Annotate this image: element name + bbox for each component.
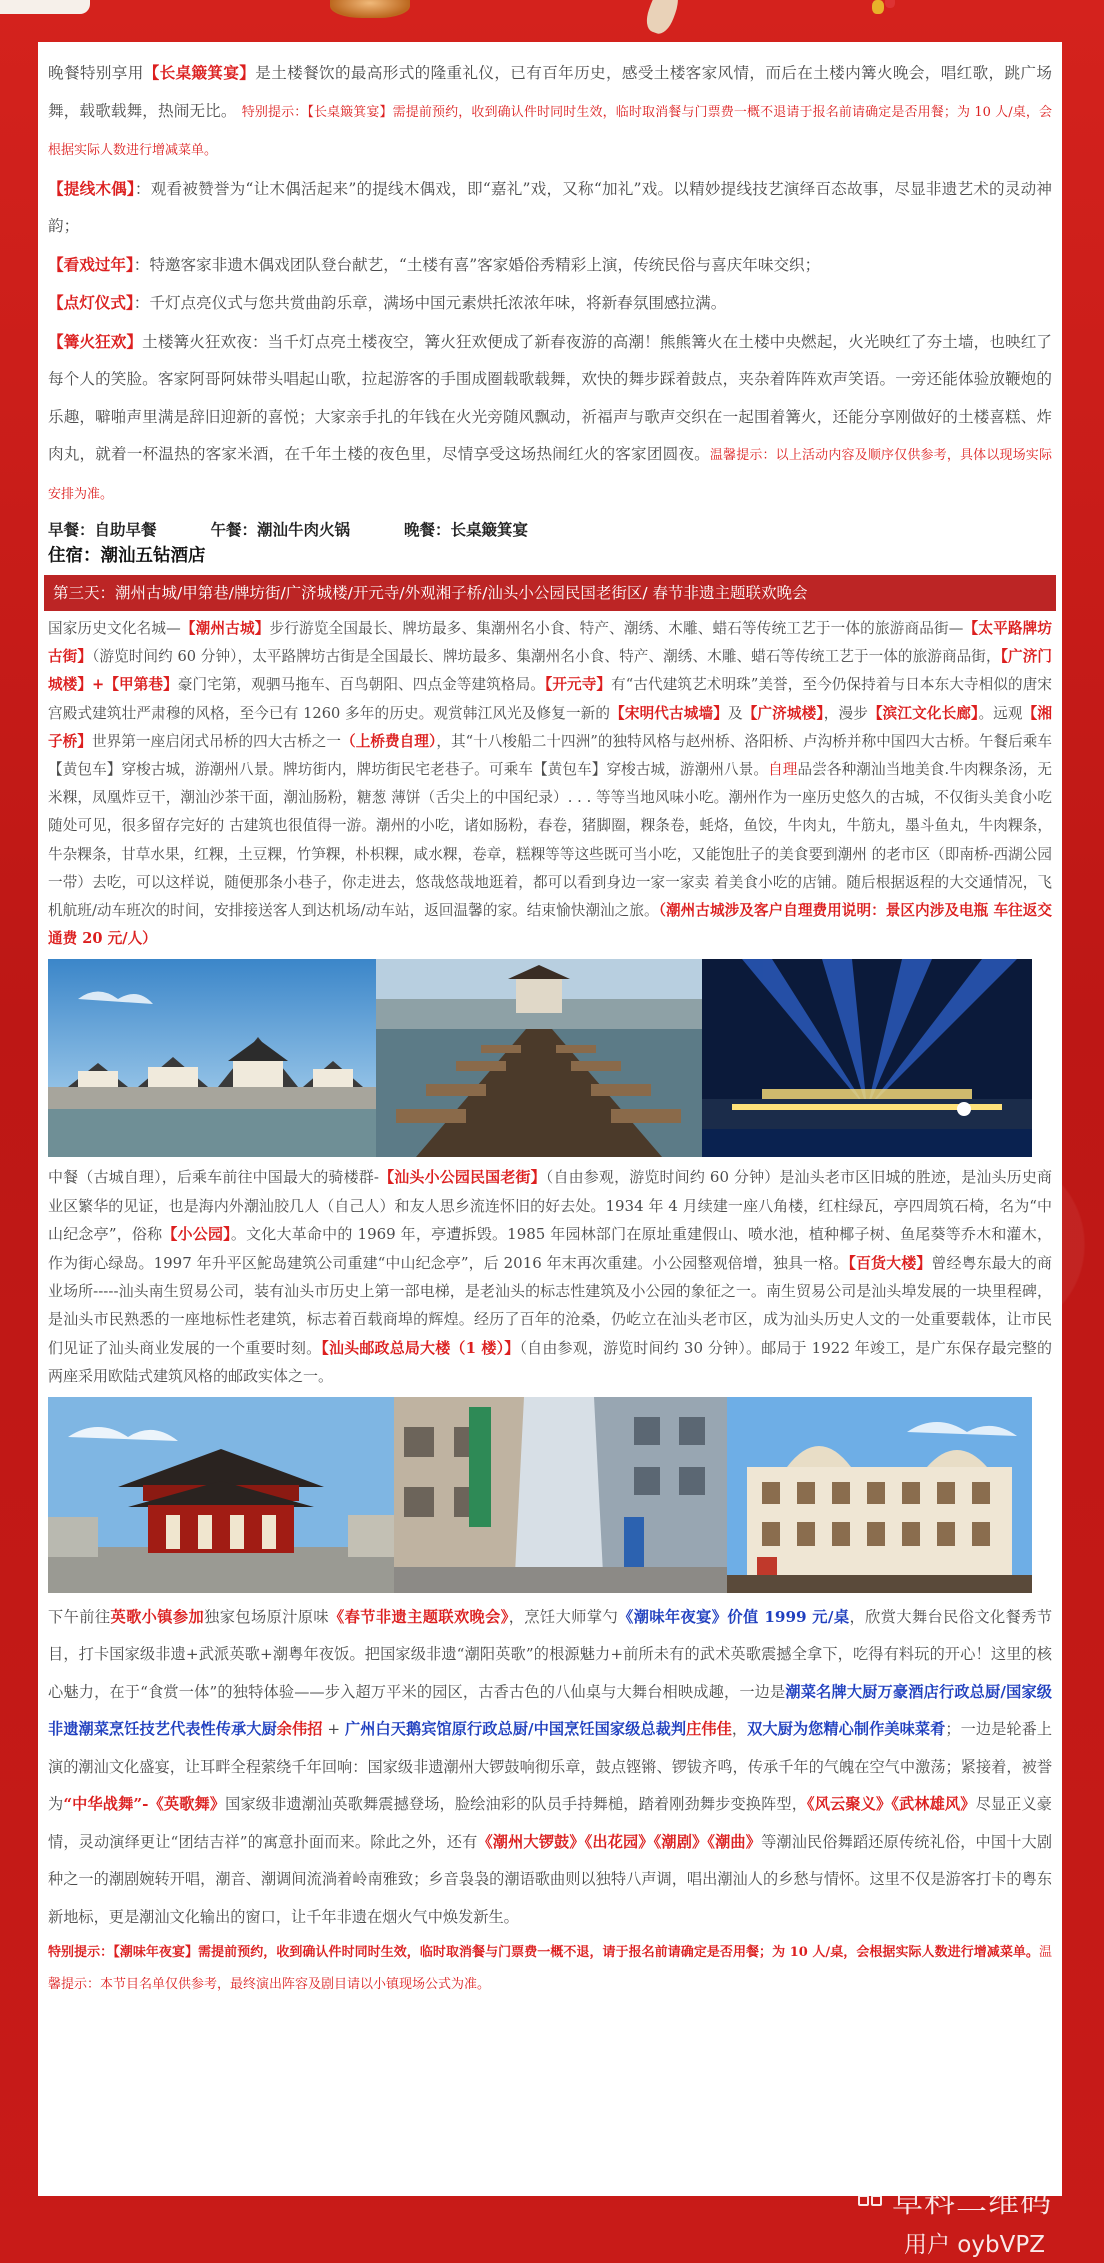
text: 等潮汕民俗舞蹈还原传统礼俗，中国十大剧种之一的潮剧婉转开唱，潮音、潮调间流淌着岭南雅致；乡音袅袅的潮语歌曲则以独特八声调，唱出潮汕人的乡愁与情怀。这里不仅是游客打卡的粤东新地标，更是潮汕文化输出的窗口，让千年非遗在烟火气中焕发新生。 [48,1832,1053,1926]
paragraph-longtable-banquet [48,54,1052,170]
highlight-tag: 【点灯仪式】 [48,293,134,312]
paragraph-bonfire [48,323,1052,514]
text: 及 [727,704,743,722]
highlight-tag: 【看戏过年】 [48,254,134,274]
text: ；一边是轮番上演的潮汕文化盛宴，让耳畔全程萦绕千年回响：国家级非遗潮州大锣鼓响彻乐章，鼓点铿锵、锣钹齐鸣，传承千年的气魄在空气中激荡；紧接着，被誉为 [48,1720,1053,1814]
text: ，其“十八梭船二十四洲”的独特风格与赵州桥、洛阳桥、卢沟桥并称中国四大古桥。午餐后乘车【黄包车】穿梭古城，游潮州八景。牌坊街内，牌坊街民宅老巷子。可乘车【黄包车】穿梭古城，游潮州八景。 [48,732,1052,779]
highlight-tag: 【宋明代古城墙】 [610,704,728,722]
text: 土楼篝火狂欢夜：当千灯点亮土楼夜空，篝火狂欢便成了新春夜游的高潮！熊熊篝火在土楼中央燃起，火光映红了夯土墙，也映红了每个人的笑脸。客家阿哥阿妹带头唱起山歌，拉起游客的手围成圈载歌载舞，欢快的舞步踩着鼓点，夹杂着阵阵欢声笑语。一旁还能体验放鞭炮的乐趣，噼啪声里满是辞旧迎新的喜悦；大家亲手扎的年钱在火光旁随风飘动，祈福声与歌声交织在一起围着篝火，还能分享刚做好的土楼喜糕、炸肉丸，就着一杯温热的客家米酒，在千年土楼的夜色里，尽情享受这场热闹红火的客家团圆夜。 [48,332,1052,463]
text: ，漫步 [823,704,868,722]
day3-header: 第三天：潮州古城/甲第巷/牌坊街/广济城楼/开元寺/外观湘子桥/汕头小公园民国老街区/ 春节非遗主题联欢晚会 [44,575,1056,611]
paragraph-lamp [48,284,1052,323]
dinner-label: 晚餐：长桌簸箕宴 [404,521,529,539]
photo-row-shantou [48,1397,1052,1593]
paragraph-gala [48,1599,1052,1937]
highlight-tag: 【开元寺】 [544,676,612,694]
chef-title: 潮菜名牌大厨万豪酒店行政总厨/国家级非遗潮菜烹饪技艺代表性传承大厨 [48,1682,1052,1739]
photo-guangji-bridge [48,959,376,1157]
header-tab [0,0,90,14]
text: 独家包场原汁原味 [204,1607,330,1626]
text: 国家级非遗潮汕英歌舞震撼登场，脸绘油彩的队员手持舞槌，踏着刚劲舞步变换阵型， [225,1795,808,1814]
lantern-icon [872,0,884,14]
highlight-tag: 【湘子桥】 [48,704,1052,750]
text: 曾经粤东最大的商业场所-----汕头南生贸易公司，装有汕头市历史上第一部电梯，是老汕头的标志性建筑及小公园的象征之一。南生贸易公司是汕头埠发展的一块里程碑，是汕头市民熟悉的一座地标性老建筑，标志着百载商埠的辉煌。经历了百年的沧桑，仍屹立在汕头老市区，成为汕头历史人文的一处重要载体，让市民们见证了汕头商业发展的一个重要时刻。 [48,1253,1052,1357]
photo-xiangzi-bridge [376,959,702,1157]
text: + [322,1720,345,1739]
text: 晚餐特别享用 [48,64,144,82]
text: （游览时间约 60 分钟），太平路牌坊古街是全国最长、牌坊最多、集潮州名小食、特产、潮绣、木雕、蜡石等传统工艺于一体的旅游商品街， [92,648,1001,666]
photo-arcade-street [394,1397,727,1593]
text: 豪门宅第，观驷马拖车、百鸟朝阳、四点金等建筑格局。 [177,676,545,694]
text: 是土楼餐饮的最高形式的隆重礼仪，已有百年历史，感受土楼客家风情，而后在土楼内篝火晚会，唱红歌，跳广场舞，载歌载舞，热闹无比。 [48,64,1052,120]
highlight-tag: 《潮州大锣鼓》《出花园》《潮剧》《潮曲》 [477,1832,762,1851]
watermark-text: 草料二维码 [892,2184,1052,2220]
chef-slogan: 双大厨为您精心制作美味菜肴 [747,1720,946,1739]
text: 世界第一座启闭式吊桥的四大古桥之一 [91,732,342,750]
highlight-tag: 【提线木偶】 [48,178,135,198]
highlight-tag: 【广济门城楼】+【甲第巷】 [48,648,1052,694]
flame-ornament [642,0,684,37]
photo-night-lights [702,959,1032,1157]
hotel-label: 住宿：潮汕五钻酒店 [48,546,206,566]
text: 。远观 [978,704,1023,722]
highlight-tag: （上桥费自理） [341,732,437,750]
photo-colonial-building [727,1397,1032,1593]
breakfast-label: 早餐：自助早餐 [48,521,157,539]
highlight-tag: 【百货大楼】 [848,1253,932,1272]
chef-title: 广州白天鹅宾馆原行政总厨/中国烹饪国家级总裁判 [345,1720,687,1739]
special-notice: 特别提示：【潮味年夜宴】需提前预约，收到确认件时同时生效，临时取消餐与门票费一概不退，请于报名前请确定是否用餐；为 10 人/桌，会根据实际人数进行增减菜单。 [48,1945,1039,1961]
highlight-tag: 《风云聚义》《武林雄风》 [807,1795,976,1814]
paragraph-day3 [48,615,1052,953]
text: 品尝各种潮汕当地美食.牛肉粿条汤，无米粿，凤凰炸豆干，潮汕沙茶干面，潮汕肠粉，糖葱 薄饼（舌尖上的中国纪录）. . . 等等当地风味小吃。潮州作为一座历史悠久的古城，不仅街头美食小吃随处可见，很多留存完好的 古建筑也很值得一游。潮州的小吃，诸如肠粉，春卷，猪脚圈，粿条卷，蚝烙，鱼饺，牛肉丸，牛筋丸，墨斗鱼丸，牛肉粿条， 牛杂粿条，甘草水果，红粿，土豆粿，竹笋粿，朴枳粿，咸水粿，卷章，糕粿等等这些既可当小吃，又能饱肚子的美食要到潮州 的老市区（即南桥-西湖公园一带）去吃，可以这样说，随便那条小巷子，你走进去，悠哉悠哉地逛着，都可以看到身边一家一家卖 着美食小吃的店铺。随后根据返程的大交通情况，飞机航班/动车班次的时间，安排接送客人到达机场/动车站，返回温馨的家。结束愉快潮汕之旅。 [48,761,1052,920]
highlight-tag: 【小公园】 [162,1225,231,1244]
text: 有“古代建筑艺术明珠”美誉，至今仍保持着与日本东大寺相似的唐宋宫殿式建筑壮严肃穆的风格，至今已有 1260 多年的历史。观赏韩江风光及修复一新的 [48,676,1052,722]
photo-row-chaozhou [48,959,1052,1157]
highlight-tag: 《潮味年夜宴》价值 1999 元/桌 [618,1607,850,1626]
paragraph-shantou [48,1163,1052,1390]
photo-pavilion [48,1397,394,1593]
chef-name: 庄伟佳 [686,1720,732,1739]
highlight-tag: 《春节非遗主题联欢晚会》 [329,1607,509,1626]
gold-ornament [330,0,410,18]
text: （自由参观，游览时间约 30 分钟）。邮局于 1922 年竣工，是广东保存最完整的两座采用欧陆式建筑风格的邮政实体之一。 [48,1338,1052,1386]
text: ：特邀客家非遗木偶戏团队登台献艺，“土楼有喜”客家婚俗秀精彩上演，传统民俗与喜庆年味交织； [133,255,821,274]
paragraph-puppet [48,170,1052,246]
warm-tip: 温馨提示：本节目名单仅供参考，最终演出阵容及剧目请以小镇现场公式为准。 [48,1945,1052,1993]
text: 下午前往 [48,1607,111,1626]
highlight-tag: 【潮州古城】 [180,620,270,637]
paragraph-opera [48,246,1052,285]
text: ：观看被赞誉为“让木偶活起来”的提线木偶戏，即“嘉礼”戏，又称“加礼”戏。以精妙提线技艺演绎百态故事，尽显非遗艺术的灵动神韵； [48,179,1052,235]
text: ：千灯点亮仪式与您共赏曲韵乐章，满场中国元素烘托浓浓年味，将新春氛围感拉满。 [133,294,727,312]
highlight-tag: 英歌小镇参加 [110,1607,205,1626]
highlight-tag: 【长桌簸箕宴】 [143,63,256,82]
highlight-tag: 【汕头邮政总局大楼（1 楼）】 [321,1338,520,1357]
chef-name: 余伟招 [276,1720,323,1739]
highlight-tag: “中华战舞”-《英歌舞》 [63,1795,226,1814]
text: 。文化大革命中的 1969 年，亭遭拆毁。1985 年园林部门在原址重建假山、喷水池，植种椰子树、鱼尾葵等乔木和灌木，作为街心绿岛。1997 年升平区鮀岛建筑公司重建“中山纪念亭”，后 2016 年末再次重建。小公园整观倍增，独具一格。 [48,1225,1052,1272]
lantern-icon [885,0,895,8]
qr-grid-icon [858,2182,884,2208]
text: 步行游览全国最长、牌坊最多、集潮州名小食、特产、潮绣、木雕、蜡石等传统工艺于一体的旅游商品街— [269,620,964,637]
highlight-tag: 【滨江文化长廊】 [867,704,979,722]
text: ， [731,1720,748,1739]
lunch-label: 午餐：潮汕牛肉火锅 [210,521,351,539]
meals-row [48,517,1052,543]
highlight-tag: 【汕头小公园民国老街】 [378,1168,546,1187]
highlight-tag: 【篝火狂欢】 [48,331,143,351]
paragraph-gala-notice [48,1936,1052,2000]
highlight-tag: 【广济城楼】 [742,704,824,722]
fee-note: （潮州古城涉及客户自理费用说明：景区内涉及电瓶 车往返交通费 20 元/人） [48,902,1052,948]
watermark [858,2176,1098,2256]
text: ，欣赏大舞台民俗文化餐秀节目，打卡国家级非遗+武派英歌+潮粤年夜饭。把国家级非遗“潮阳英歌”的根源魅力+前所未有的武术英歌震撼全拿下，吃得有料玩的开心！这里的核心魅力，在于“食赏一体”的独特体验——步入超万平米的园区，古香古色的八仙桌与大舞台相映成趣，一边是 [48,1607,1053,1701]
special-notice: 特别提示：【长桌簸箕宴】需提前预约，收到确认件时同时生效，临时取消餐与门票费一概不退请于报名前请确定是否用餐；为 10 人/桌，会根据实际人数进行增减菜单。 [48,104,1052,158]
text: （自由参观，游览时间约 60 分钟）是汕头老市区旧城的胜迹，是汕头历史商业区繁华的见证，也是海内外潮汕胶几人（自己人）和友人思乡流连怀旧的好去处。1934 年 4 月续建一座八角楼，红柱绿瓦，亭四周筑石椅，名为“中山纪念亭”，俗称 [48,1168,1052,1244]
text: ，烹饪大师掌勺 [508,1607,619,1626]
top-banner [0,0,1104,42]
text: 尽显正义豪情，灵动演绎更让“团结吉祥”的寓意扑面而来。除此之外，还有 [48,1795,1052,1851]
highlight-tag: 【太平路牌坊古街】 [48,620,1052,666]
warm-tip: 温馨提示：以上活动内容及顺序仅供参考，具体以现场实际安排为准。 [48,448,1052,502]
highlight-tag: 自理 [768,761,798,779]
text: 中餐（古城自理），后乘车前往中国最大的骑楼群- [48,1168,379,1187]
watermark-user: 用户 oybVPZ [904,2232,1045,2258]
text: 国家历史文化名城— [48,620,181,637]
itinerary-sheet [38,42,1062,2196]
